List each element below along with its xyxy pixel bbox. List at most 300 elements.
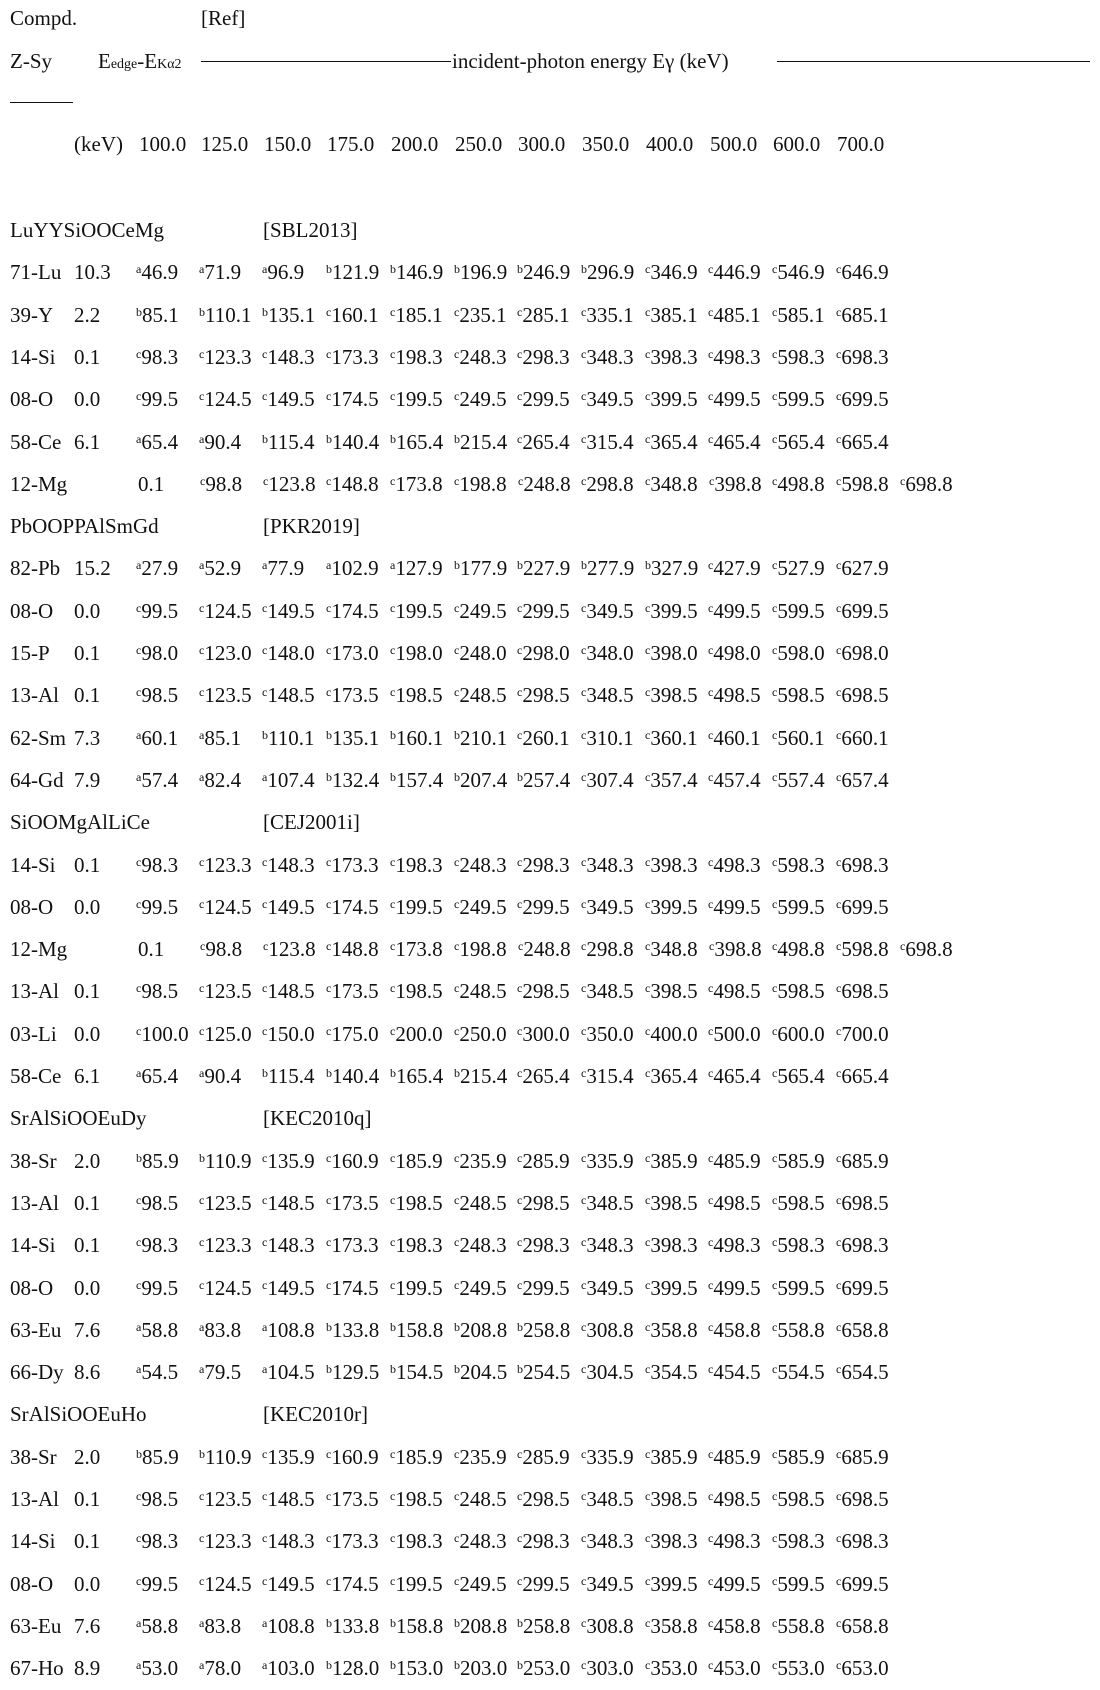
value-footnote-mark: c [836,1066,842,1080]
value-footnote-mark: c [517,643,523,657]
value-number: 99.5 [141,1571,179,1596]
edge-value: 0.1 [138,471,165,496]
value-number: 698.5 [841,1190,889,1215]
value-footnote-mark: c [708,1446,714,1461]
value-footnote-mark: b [454,1658,460,1673]
value-footnote-mark: c [836,473,842,488]
value-number: 149.5 [267,387,315,412]
value-number: 565.4 [777,429,825,454]
value-footnote-mark: c [262,1446,268,1461]
value-cell [517,303,570,327]
value-footnote-mark: c [836,727,842,742]
value-cell [581,641,634,665]
value-cell [199,1529,252,1553]
element-label: 15-P [10,641,50,665]
value-number: 58.8 [141,1613,179,1638]
value-number: 110.1 [268,725,315,750]
value-number: 298.5 [522,1190,570,1215]
value-cell [454,1276,507,1300]
value-footnote-mark: a [262,1319,268,1334]
value-footnote-mark: a [326,558,332,573]
value-footnote-mark: c [645,854,651,869]
value-number: 174.5 [331,894,379,919]
value-cell [199,345,252,369]
value-footnote-mark: c [645,643,651,657]
value-number: 349.5 [586,894,634,919]
value-cell [708,1360,761,1384]
value-cell [517,430,570,454]
energy-header-value: 175.0 [327,132,375,156]
value-cell [517,683,570,707]
value-cell [454,260,507,284]
value-cell [199,1191,252,1215]
value-cell [517,853,570,877]
edge-value: 0.1 [74,641,101,665]
edge-value: 0.1 [74,1190,101,1215]
value-footnote-mark: c [645,981,651,996]
value-footnote-mark: c [390,1489,396,1503]
table-row [0,1233,1100,1257]
value-footnote-mark: c [772,1150,778,1165]
value-cell [326,1529,379,1553]
value-footnote-mark: c [772,769,778,784]
value-number: 148.8 [331,471,379,496]
value-number: 160.1 [331,302,379,327]
value-number: 207.4 [460,767,508,792]
value-cell [454,1022,507,1046]
value-cell [772,387,825,411]
value-number: 349.5 [586,1571,634,1596]
value-footnote-mark: c [900,939,906,954]
value-footnote-mark: c [326,981,332,996]
value-footnote-mark: c [262,643,268,657]
value-number: 454.5 [713,1360,761,1385]
value-footnote-mark: c [709,473,715,488]
value-number: 585.9 [777,1444,825,1469]
value-footnote-mark: c [772,1362,778,1377]
edge-label-sub1: edge [110,57,138,72]
value-number: 348.0 [586,641,634,665]
value-number: 249.5 [459,1571,507,1596]
value-number: 446.9 [713,260,761,285]
value-cell [136,260,178,284]
value-footnote-mark: c [199,600,205,615]
value-footnote-mark: c [645,769,651,784]
value-number: 427.9 [713,556,761,581]
value-footnote-mark: a [136,1658,142,1673]
value-cell [326,979,379,1003]
value-number: 154.5 [396,1360,444,1385]
value-footnote-mark: a [136,1319,142,1334]
value-cell [262,895,315,919]
value-footnote-mark: c [708,1277,714,1292]
value-cell [454,726,507,750]
value-number: 349.5 [586,1275,634,1300]
value-number: 498.3 [713,1529,761,1554]
value-footnote-mark: c [772,558,778,573]
value-number: 128.0 [332,1656,380,1681]
value-number: 698.5 [841,1487,889,1511]
value-number: 198.3 [395,1233,443,1258]
value-footnote-mark: c [581,1615,587,1630]
value-number: 499.5 [713,894,761,919]
edge-value: 0.0 [74,1021,101,1046]
value-footnote-mark: c [326,643,332,657]
value-footnote-mark: c [262,981,268,996]
value-number: 698.5 [841,979,889,1004]
value-number: 208.8 [460,1317,508,1342]
value-cell [390,895,443,919]
edge-value: 6.1 [74,429,101,454]
value-number: 115.4 [268,1064,315,1088]
value-cell [390,1445,443,1469]
value-cell [645,726,698,750]
value-footnote-mark: c [136,981,142,996]
value-cell [517,768,570,792]
value-footnote-mark: c [390,304,396,319]
value-number: 258.8 [523,1317,571,1342]
value-footnote-mark: b [326,431,332,446]
value-cell [136,1656,178,1680]
value-number: 598.5 [777,1190,825,1215]
value-footnote-mark: c [517,600,523,615]
value-number: 173.5 [331,683,379,708]
value-number: 198.0 [395,641,443,665]
edge-value: 8.9 [74,1656,101,1681]
value-footnote-mark: c [836,685,842,700]
value-cell [517,1276,570,1300]
value-footnote-mark: b [390,1362,396,1377]
value-footnote-mark: c [262,685,268,700]
value-footnote-mark: c [390,685,396,700]
value-cell [262,1191,315,1215]
value-number: 249.5 [459,1275,507,1300]
value-footnote-mark: c [326,854,332,869]
value-cell [709,937,762,961]
value-number: 235.1 [459,302,507,327]
value-footnote-mark: c [836,1615,842,1630]
value-cell [517,979,570,1003]
value-number: 146.9 [396,260,444,285]
compound-ref: [KEC2010q] [263,1106,372,1131]
value-cell [518,937,571,961]
value-number: 660.1 [841,725,889,750]
value-footnote-mark: c [390,981,396,996]
value-footnote-mark: c [708,1362,714,1377]
value-cell [262,1064,314,1088]
value-cell [326,1318,379,1342]
value-cell [262,303,315,327]
value-footnote-mark: c [772,1615,778,1630]
value-footnote-mark: c [708,769,714,784]
value-footnote-mark: b [326,727,332,742]
value-cell [454,1318,507,1342]
value-footnote-mark: c [136,389,142,404]
value-cell [772,1445,825,1469]
value-cell [263,937,316,961]
value-number: 598.3 [777,852,825,877]
value-number: 82.4 [204,767,242,792]
value-number: 98.5 [141,683,179,708]
value-footnote-mark: b [136,1150,142,1165]
value-cell [326,1233,379,1257]
value-number: 103.0 [267,1656,315,1681]
value-number: 160.9 [331,1444,379,1469]
value-cell [136,1064,178,1088]
value-footnote-mark: c [708,1573,714,1588]
value-footnote-mark: c [900,473,906,488]
value-number: 398.3 [650,1233,698,1258]
value-number: 598.8 [841,937,889,962]
value-number: 204.5 [460,1360,508,1385]
value-number: 358.8 [650,1613,698,1638]
energy-header-value: 125.0 [201,132,249,156]
value-number: 160.9 [331,1148,379,1173]
value-number: 599.5 [777,1571,825,1596]
value-cell [326,556,379,580]
value-number: 698.8 [905,937,953,962]
value-footnote-mark: b [199,304,205,319]
value-cell [136,1233,178,1257]
value-footnote-mark: c [708,1658,714,1673]
value-footnote-mark: c [772,346,778,361]
value-cell [518,472,571,496]
value-cell [772,895,825,919]
value-cell [581,1572,634,1596]
energy-header-value: 700.0 [837,132,885,156]
value-cell [262,1656,315,1680]
value-number: 173.3 [331,1233,379,1258]
element-label: 82-Pb [10,556,61,581]
value-cell [708,1064,761,1088]
value-footnote-mark: c [390,1023,396,1038]
value-cell [262,1572,315,1596]
value-footnote-mark: c [454,1446,460,1461]
value-footnote-mark: c [517,1573,523,1588]
value-cell [708,1487,761,1511]
value-number: 385.9 [650,1148,698,1173]
value-number: 498.3 [713,344,761,369]
value-number: 665.4 [841,429,889,454]
value-cell [326,1064,379,1088]
value-cell [836,895,889,919]
value-footnote-mark: b [454,1319,460,1334]
value-footnote-mark: c [772,1446,778,1461]
value-footnote-mark: c [517,431,523,446]
value-cell [454,1233,507,1257]
value-footnote-mark: b [199,1150,205,1165]
value-cell [836,345,889,369]
value-number: 298.8 [586,471,634,496]
value-number: 98.3 [141,1529,179,1554]
element-label: 03-Li [10,1021,57,1046]
value-number: 129.5 [332,1360,380,1385]
value-cell [581,853,634,877]
header-kev-label: (keV) [74,132,123,156]
value-number: 123.5 [204,1190,252,1215]
value-number: 699.5 [841,894,889,919]
value-footnote-mark: c [772,1319,778,1334]
value-number: 148.0 [267,641,315,665]
value-cell [772,1656,825,1680]
value-number: 299.5 [522,387,570,412]
value-cell [454,1064,507,1088]
value-cell [517,556,570,580]
value-cell [262,1614,315,1638]
value-footnote-mark: b [454,1615,460,1630]
value-cell [390,683,443,707]
element-label: 39-Y [10,302,54,327]
value-number: 599.5 [777,387,825,412]
value-footnote-mark: c [517,1023,523,1038]
value-footnote-mark: c [708,1150,714,1165]
value-number: 699.5 [841,1275,889,1300]
value-cell [390,1487,443,1511]
value-footnote-mark: c [836,1023,842,1038]
value-number: 598.5 [777,683,825,708]
value-number: 399.5 [650,894,698,919]
value-cell [645,1233,698,1257]
value-footnote-mark: c [645,1446,651,1461]
value-number: 310.1 [586,725,634,750]
value-number: 99.5 [141,598,179,623]
value-footnote-mark: c [136,685,142,700]
value-footnote-mark: c [326,389,332,404]
value-footnote-mark: c [326,600,332,615]
energy-header-value: 250.0 [455,132,503,156]
value-number: 654.5 [841,1360,889,1385]
value-number: 124.5 [204,387,252,412]
value-number: 465.4 [713,429,761,454]
value-number: 123.3 [204,852,252,877]
value-cell [136,303,179,327]
value-cell [454,1572,507,1596]
value-footnote-mark: c [517,304,523,319]
value-footnote-mark: c [581,685,587,700]
value-footnote-mark: b [390,1615,396,1630]
value-number: 303.0 [586,1656,634,1681]
value-footnote-mark: c [390,939,396,954]
value-cell [772,1064,825,1088]
edge-value: 7.6 [74,1613,101,1638]
value-cell [708,387,761,411]
value-footnote-mark: b [454,727,460,742]
value-number: 98.5 [141,1190,179,1215]
value-number: 277.9 [587,556,635,581]
value-cell [454,641,507,665]
value-number: 108.8 [267,1317,315,1342]
value-number: 358.8 [650,1317,698,1342]
value-number: 460.1 [713,725,761,750]
value-number: 304.5 [586,1360,634,1385]
value-footnote-mark: c [836,431,842,446]
value-number: 235.9 [459,1148,507,1173]
value-number: 98.3 [141,344,179,369]
value-cell [581,1360,634,1384]
element-label: 12-Mg [10,937,68,962]
value-cell [326,1149,379,1173]
value-number: 698.3 [841,1233,889,1258]
value-number: 27.9 [141,556,179,581]
value-number: 198.5 [395,1190,443,1215]
value-footnote-mark: c [581,389,587,404]
value-cell [772,599,825,623]
value-cell [517,1149,570,1173]
value-footnote-mark: c [454,389,460,404]
value-footnote-mark: c [708,558,714,573]
value-cell [645,303,698,327]
value-footnote-mark: c [517,1066,523,1080]
edge-value: 0.0 [74,1275,101,1300]
value-footnote-mark: c [517,896,523,911]
value-footnote-mark: c [772,1192,778,1207]
value-footnote-mark: c [772,854,778,869]
value-footnote-mark: c [645,346,651,361]
value-footnote-mark: c [772,1066,778,1080]
value-number: 199.5 [395,387,443,412]
value-number: 398.3 [650,852,698,877]
value-footnote-mark: b [517,1319,523,1334]
value-cell [581,979,634,1003]
value-number: 133.8 [332,1317,380,1342]
value-number: 90.4 [204,1064,242,1088]
value-cell [454,1487,507,1511]
value-footnote-mark: c [199,1531,205,1546]
value-cell [581,260,634,284]
value-number: 110.9 [205,1444,252,1469]
value-number: 60.1 [141,725,179,750]
value-cell [836,1233,889,1257]
value-footnote-mark: c [262,600,268,615]
value-number: 315.4 [586,429,634,454]
value-footnote-mark: c [262,346,268,361]
value-number: 558.8 [777,1613,825,1638]
value-number: 248.8 [523,937,571,962]
energy-header-value: 400.0 [646,132,694,156]
value-footnote-mark: c [645,1573,651,1588]
value-footnote-mark: c [772,600,778,615]
value-cell [836,472,889,496]
value-cell [454,895,507,919]
value-cell [645,937,698,961]
value-footnote-mark: b [326,1658,332,1673]
value-footnote-mark: a [262,262,268,277]
value-number: 254.5 [523,1360,571,1385]
value-number: 498.3 [713,852,761,877]
value-number: 173.3 [331,852,379,877]
value-cell [772,430,825,454]
value-footnote-mark: c [645,1192,651,1207]
element-label: 08-O [10,1571,54,1596]
value-cell [262,1022,315,1046]
value-cell [326,303,379,327]
value-number: 98.0 [141,641,179,665]
value-number: 257.4 [523,767,571,792]
value-cell [517,726,570,750]
value-number: 298.5 [522,683,570,708]
energy-header-value: 600.0 [773,132,821,156]
value-cell [390,853,443,877]
value-cell [262,1276,315,1300]
value-cell [199,1656,241,1680]
value-number: 98.8 [205,937,243,962]
value-number: 560.1 [777,725,825,750]
value-cell [517,260,570,284]
value-cell [326,1022,379,1046]
value-number: 296.9 [587,260,635,285]
value-cell [708,1022,761,1046]
value-cell [581,683,634,707]
